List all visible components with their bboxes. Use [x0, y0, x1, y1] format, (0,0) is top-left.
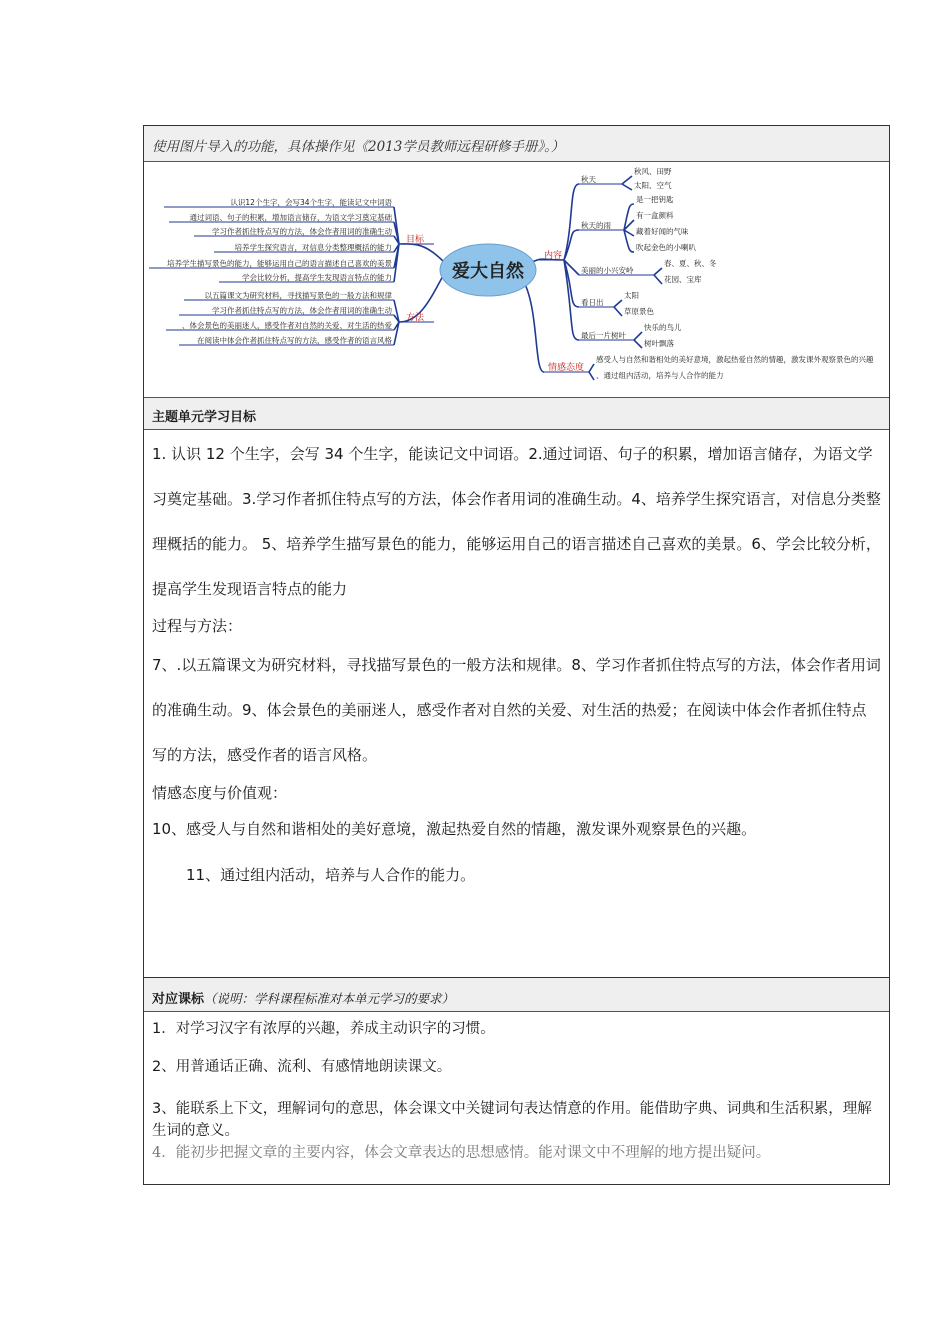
objectives-text: 1. 认识 12 个生字，会写 34 个生字，能读记文中词语。2.通过词语、句子的积累，增加语言储存，为语文学习奠定基础。3.学习作者抓住特点写的方法，体会作者用词的准确生动。4、培养学生探究语言，对信息分类整理概括的能力。 5、培养学生描写景色的能力，能够运用自己的语言描述自己喜欢的美景。6、学会比较分析，提高学生发现语言特点的能力: [152, 445, 881, 598]
center-title: 爱大自然: [452, 261, 524, 282]
content-group: 秋天的雨: [581, 221, 611, 230]
branch-goal: [399, 244, 444, 262]
content-leaf: 太阳: [624, 291, 639, 300]
item-10: 10、感受人与自然和谐相处的美好意境，激起热爱自然的情趣，激发课外观察景色的兴趣。: [152, 820, 757, 838]
content-group: 秋天: [581, 175, 596, 184]
content-label: 内容: [544, 251, 563, 261]
section-title-standards: [144, 978, 889, 1012]
content-leaf: 是一把钥匙: [636, 195, 674, 204]
standard-3: 3、能联系上下文，理解词句的意思，体会课文中关键词句表达情意的作用。能借助字典、词典和生活积累，理解生词的意义。: [152, 1101, 872, 1139]
content-leaf: 太阳、空气: [634, 181, 672, 190]
method-item: 学习作者抓住特点写的方法，体会作者用词的准确生动: [212, 306, 392, 315]
goal-item: 认识12个生字，会写34个生字，能读记文中词语: [230, 198, 392, 207]
section-title-objectives: 主题单元学习目标: [144, 398, 889, 430]
content-leaf: 有一盒颜料: [636, 211, 674, 220]
content-leaf: 草原景色: [624, 307, 654, 316]
goal-item: 学会比较分析，提高学生发现语言特点的能力: [242, 273, 392, 282]
emotion-label: 情感态度: [548, 363, 585, 373]
process-text: 7、.以五篇课文为研究材料，寻找描写景色的一般方法和规律。8、学习作者抓住特点写的方法，体会作者用词的准确生动。9、体会景色的美丽迷人，感受作者对自然的关爱、对生活的热爱；在阅读中体会作者抓住特点写的方法，感受作者的语言风格。: [152, 656, 881, 764]
goal-item: 学习作者抓住特点写的方法，体会作者用词的准确生动: [212, 227, 392, 236]
document-table: [143, 125, 890, 1185]
standard-4: 4．能初步把握文章的主要内容，体会文章表达的思想感情。能对课文中不理解的地方提出疑问。: [152, 1145, 771, 1161]
goal-item: 通过词语、句子的积累，增加语言储存，为语文学习奠定基础: [189, 213, 392, 222]
content-leaf: 吹起金色的小喇叭: [636, 243, 696, 252]
objectives-body: [144, 430, 889, 978]
emotion-label: 情感态度与价值观：: [152, 784, 288, 802]
goal-item: 培养学生描写景色的能力，能够运用自己的语言描述自己喜欢的美景: [167, 259, 392, 268]
standards-title: 对应课标: [152, 992, 205, 1007]
method-label: 方法: [406, 313, 425, 323]
standards-subtitle: （说明：学科课程标准对本单元学习的要求）: [204, 991, 455, 1006]
branch-emotion: [524, 282, 544, 372]
item-11: 11、通过组内活动，培养与人合作的能力。: [186, 866, 476, 884]
standards-body: [144, 1012, 889, 1184]
content-leaf: 秋风、田野: [634, 167, 672, 176]
goal-label: 目标: [406, 235, 425, 245]
emotion-item: 感受人与自然和谐相处的美好意境，激起热爱自然的情趣，激发课外观察景色的兴趣: [596, 355, 874, 364]
content-leaf: 花园、宝库: [664, 275, 702, 284]
mindmap-area: [144, 162, 889, 398]
standard-1: 1．对学习汉字有浓厚的兴趣，养成主动识字的习惯。: [152, 1021, 495, 1037]
goal-item: 培养学生探究语言，对信息分类整理概括的能力: [234, 243, 392, 252]
content-leaf: 藏着好闻的气味: [636, 227, 689, 236]
method-item: 以五篇课文为研究材料，寻找描写景色的一般方法和规律: [204, 291, 392, 300]
content-leaf: 春、夏、秋、冬: [664, 259, 717, 268]
mindmap: [144, 162, 889, 398]
instruction-note: 使用图片导入的功能，具体操作见《2013学员教师远程研修手册》。）: [144, 126, 889, 162]
content-group: 看日出: [581, 298, 604, 307]
content-group: 美丽的小兴安岭: [581, 266, 634, 275]
method-item: 在阅读中体会作者抓住特点写的方法，感受作者的语言风格: [197, 336, 392, 345]
standard-2: 2、用普通话正确、流利、有感情地朗读课文。: [152, 1059, 452, 1075]
content-group: 最后一片树叶: [581, 331, 626, 340]
method-item: 、体会景色的美丽迷人，感受作者对自然的关爱、对生活的热爱: [182, 321, 392, 330]
content-leaf: 快乐的鸟儿: [644, 323, 682, 332]
emotion-item: 、通过组内活动，培养与人合作的能力: [596, 371, 724, 380]
content-leaf: 树叶飘落: [644, 339, 674, 348]
process-label: 过程与方法：: [152, 617, 243, 635]
